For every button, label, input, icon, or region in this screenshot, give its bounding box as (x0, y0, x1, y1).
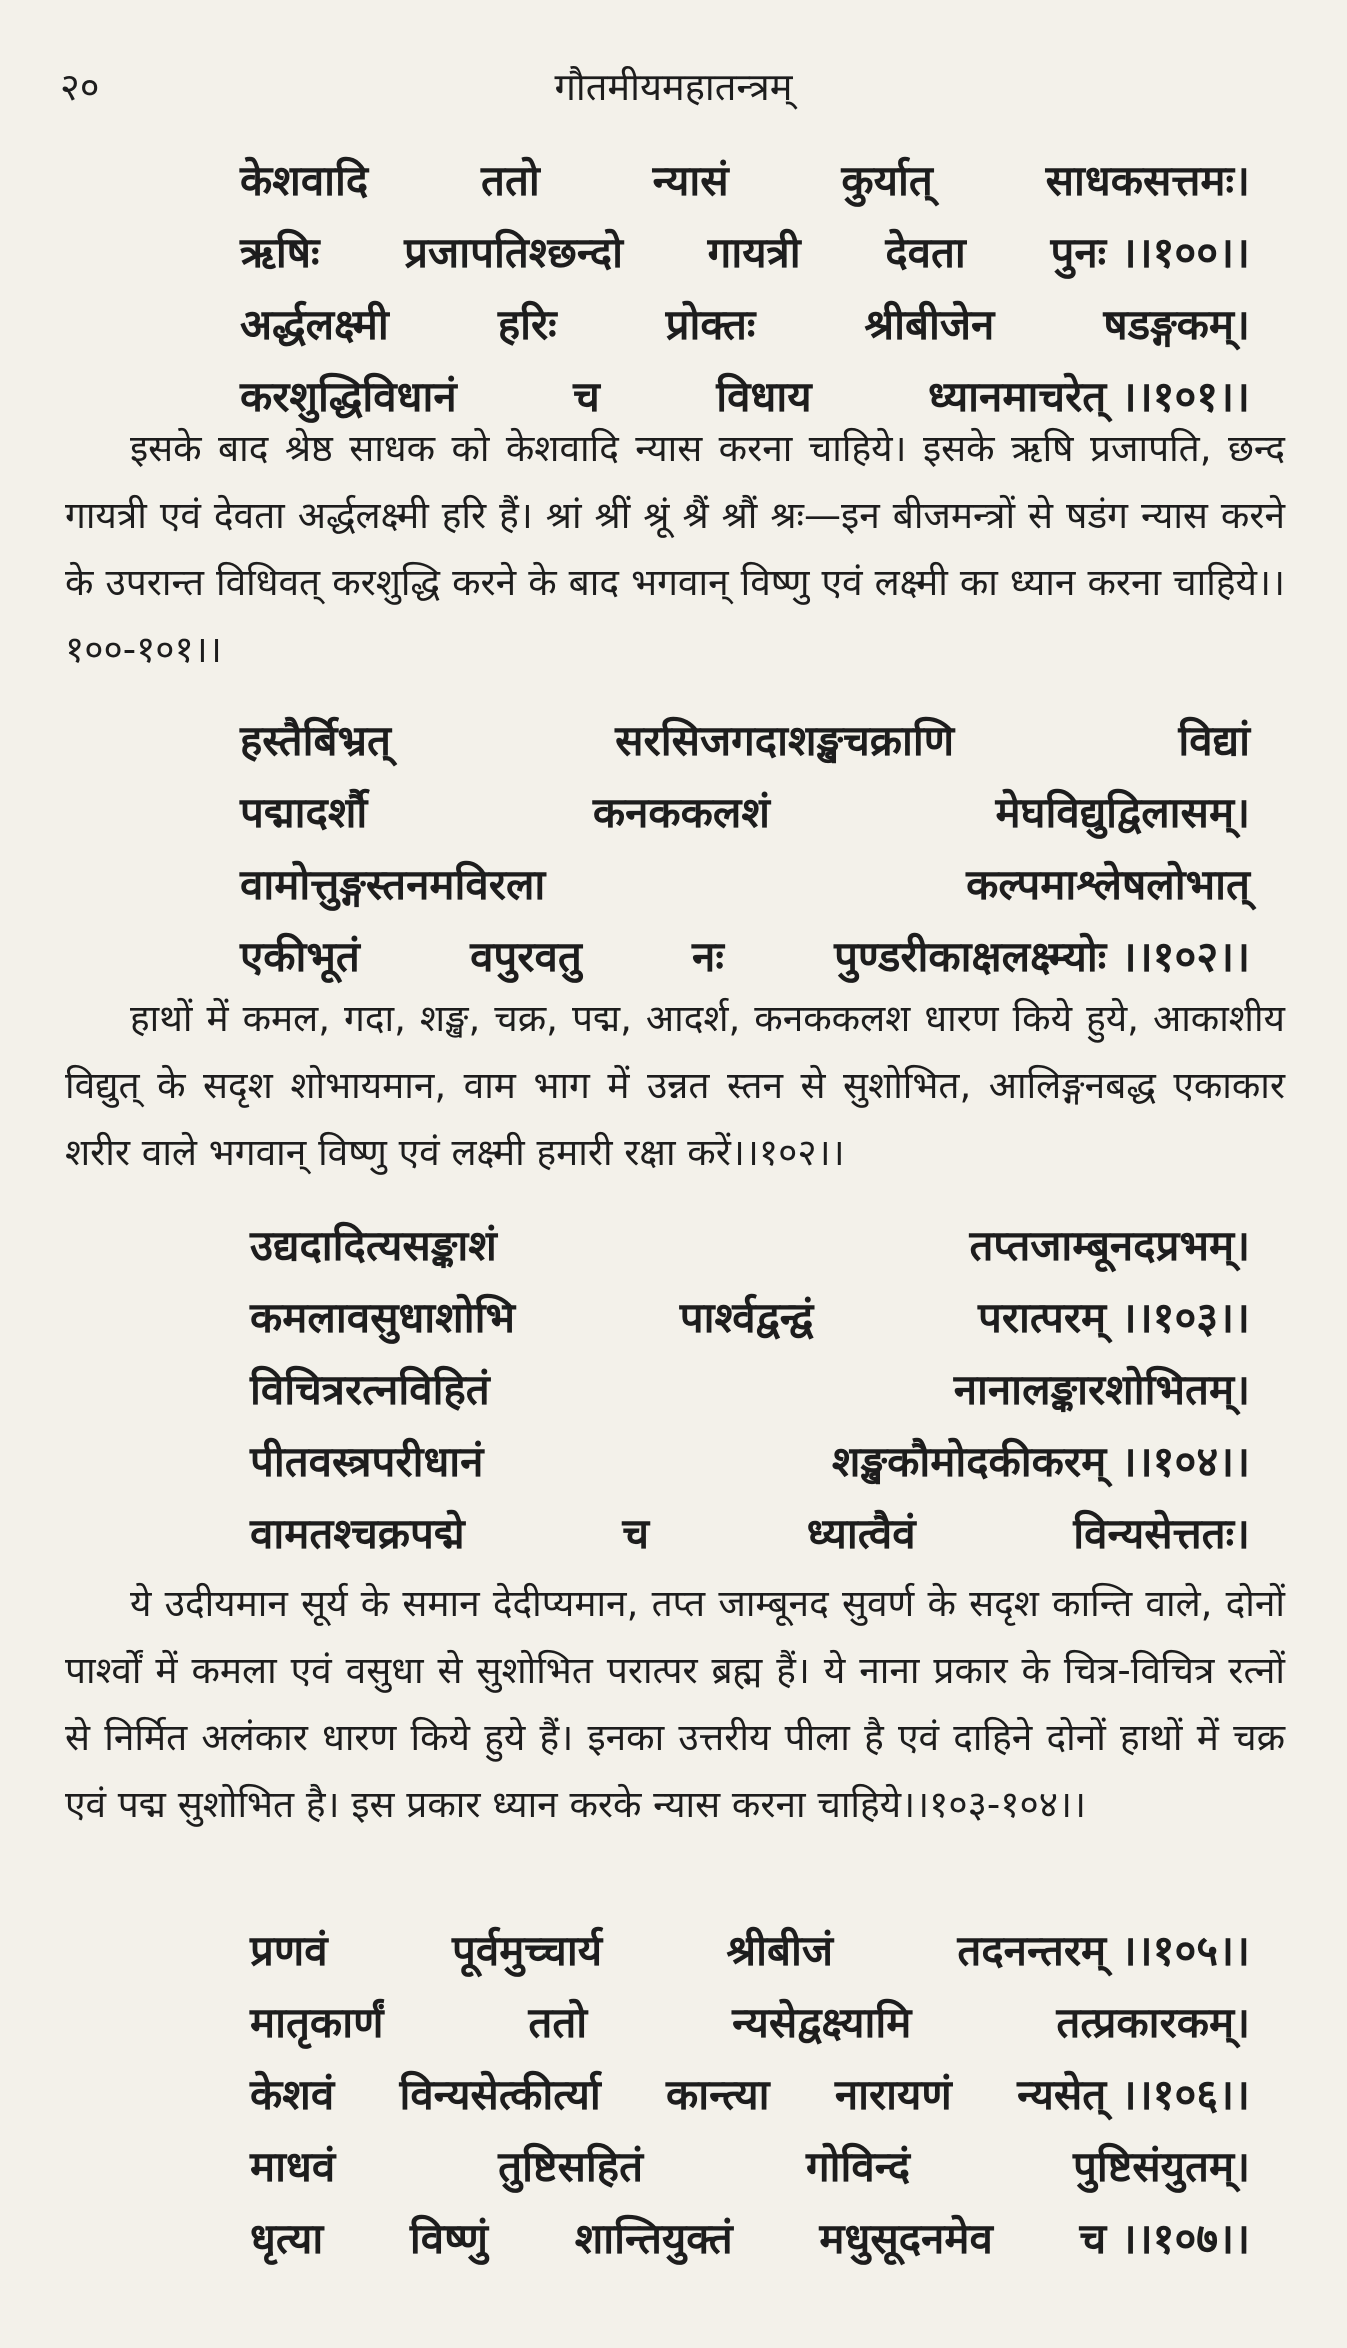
verse-word: षडङ्गकम्। (1103, 300, 1250, 349)
verse-word: पुनः ।।१००।। (1050, 228, 1250, 277)
verse-word: मातृकार्णं (250, 1998, 384, 2047)
verse-word: अर्द्धलक्ष्मी (240, 300, 389, 349)
translation-102: हाथों में कमल, गदा, शङ्ख, चक्र, पद्म, आदर्श, कनककलश धारण किये हुये, आकाशीय विद्युत् के सदृश शोभायमान, वाम भाग में उन्नत स्तन से सुशोभित, आलिङ्गनबद्ध एकाकार शरीर वाले भगवान् विष्णु एवं लक्ष्मी हमारी रक्षा करें।।१०२।। (65, 997, 1285, 1174)
verse-line (240, 849, 1250, 921)
verse-block-102 (240, 705, 1250, 993)
verse-word: तप्तजाम्बूनदप्रभम्। (969, 1221, 1250, 1270)
verse-word: हस्तैर्बिभ्रत् (240, 716, 391, 765)
verse-word: उद्यदादित्यसङ्काशं (250, 1221, 497, 1270)
verse-word: च (573, 372, 600, 421)
verse-word: धृत्या (250, 2214, 324, 2263)
verse-word: गायत्री (707, 228, 801, 277)
verse-word: ध्यात्वैवं (806, 1509, 916, 1558)
verse-word: माधवं (250, 2142, 336, 2191)
verse-word: श्रीबीजं (726, 1926, 834, 1975)
verse-word: पूर्वमुच्चार्य (451, 1926, 603, 1975)
verse-word: विद्यां (1178, 716, 1250, 765)
verse-word: न्यासं (652, 156, 729, 205)
verse-line (250, 2059, 1250, 2131)
verse-word: ध्यानमाचरेत् ।।१०१।। (928, 372, 1250, 421)
verse-word: तुष्टिसहितं (498, 2142, 644, 2191)
verse-word: ततो (528, 1998, 588, 2047)
verse-word: परात्परम् ।।१०३।। (978, 1293, 1250, 1342)
verse-line (240, 777, 1250, 849)
verse-word: सरसिजगदाशङ्खचक्राणि (615, 716, 955, 765)
verse-word: नानालङ्कारशोभितम्। (953, 1365, 1250, 1414)
verse-word: पार्श्वद्वन्द्वं (679, 1293, 814, 1342)
verse-word: पुण्डरीकाक्षलक्ष्म्योः ।।१०२।। (834, 932, 1250, 981)
verse-word: ऋषिः (240, 228, 320, 277)
verse-word: विन्यसेत्कीर्त्या (399, 2070, 601, 2119)
verse-word: कमलावसुधाशोभि (250, 1293, 516, 1342)
verse-line (240, 289, 1250, 361)
verse-word: कुर्यात् (841, 156, 933, 205)
verse-line (240, 705, 1250, 777)
translation-103-104: ये उदीयमान सूर्य के समान देदीप्यमान, तप्त जाम्बूनद सुवर्ण के सदृश कान्ति वाले, दोनों पार्श्वों में कमला एवं वसुधा से सुशोभित परात्पर ब्रह्म हैं। ये नाना प्रकार के चित्र-विचित्र रत्नों से निर्मित अलंकार धारण किये हुये हैं। इनका उत्तरीय पीला है एवं दाहिने दोनों हाथों में चक्र एवं पद्म सुशोभित है। इस प्रकार ध्यान करके न्यास करना चाहिये।।१०३-१०४।। (65, 1582, 1285, 1826)
verse-word: मधुसूदनमेव (819, 2214, 993, 2263)
verse-line (250, 2131, 1250, 2203)
verse-word: मेघविद्युद्विलासम्। (995, 788, 1250, 837)
verse-word: पुष्टिसंयुतम्। (1073, 2142, 1250, 2191)
verse-line (250, 1210, 1250, 1282)
verse-word: वपुरवतु (470, 932, 582, 981)
verse-line (250, 1987, 1250, 2059)
verse-word: च (622, 1509, 650, 1558)
verse-word: गोविन्दं (805, 2142, 911, 2191)
verse-line (250, 1354, 1250, 1426)
verse-word: कल्पमाश्लेषलोभात् (966, 860, 1250, 909)
verse-word: देवता (885, 228, 966, 277)
verse-line (240, 145, 1250, 217)
verse-word: तदनन्तरम् ।।१०५।। (957, 1926, 1250, 1975)
verse-line (240, 921, 1250, 993)
verse-line (250, 2203, 1250, 2275)
page-header (60, 60, 1287, 120)
verse-word: प्रोक्तः (665, 300, 756, 349)
verse-word: केशवं (250, 2070, 335, 2119)
verse-word: च ।।१०७।। (1079, 2214, 1250, 2263)
verse-word: कान्त्या (666, 2070, 770, 2119)
page-title: गौतमीयमहातन्त्रम् (554, 65, 793, 109)
verse-block-100-101 (240, 145, 1250, 433)
verse-word: साधकसत्तमः। (1045, 156, 1250, 205)
verse-word: प्रणवं (250, 1926, 328, 1975)
verse-word: कनककलशं (592, 788, 770, 837)
verse-word: नः (692, 932, 724, 981)
verse-word: विष्णुं (409, 2214, 489, 2263)
verse-line (250, 1498, 1250, 1570)
verse-line (250, 1915, 1250, 1987)
verse-word: पीतवस्त्रपरीधानं (250, 1437, 484, 1486)
verse-line (250, 1282, 1250, 1354)
verse-word: वामतश्चक्रपद्मे (250, 1509, 465, 1558)
verse-word: नारायणं (834, 2070, 952, 2119)
verse-block-103-104 (250, 1210, 1250, 1570)
verse-word: वामोत्तुङ्गस्तनमविरला (240, 860, 546, 909)
verse-word: हरिः (497, 300, 557, 349)
verse-word: तत्प्रकारकम्। (1056, 1998, 1250, 2047)
verse-line (250, 1426, 1250, 1498)
verse-word: न्यसेद्वक्ष्यामि (732, 1998, 912, 2047)
verse-block-105-107 (250, 1915, 1250, 2275)
verse-word: न्यसेत् ।।१०६।। (1017, 2070, 1250, 2119)
verse-word: श्रीबीजेन (864, 300, 995, 349)
verse-word: विचित्ररत्नविहितं (250, 1365, 490, 1414)
verse-word: विधाय (716, 372, 812, 421)
verse-word: शान्तियुक्तं (574, 2214, 733, 2263)
verse-word: विन्यसेत्ततः। (1073, 1509, 1250, 1558)
page-number: २० (60, 65, 100, 109)
verse-word: पद्मादर्शौ (240, 788, 368, 837)
verse-word: करशुद्धिविधानं (240, 372, 457, 421)
verse-word: शङ्खकौमोदकीकरम् ।।१०४।। (831, 1437, 1250, 1486)
verse-word: केशवादि (240, 156, 369, 205)
verse-word: एकीभूतं (240, 932, 360, 981)
translation-100-101: इसके बाद श्रेष्ठ साधक को केशवादि न्यास करना चाहिये। इसके ऋषि प्रजापति, छन्द गायत्री एवं देवता अर्द्धलक्ष्मी हरि हैं। श्रां श्रीं श्रूं श्रैं श्रौं श्रः—इन बीजमन्त्रों से षडंग न्यास करने के उपरान्त विधिवत् करशुद्धि करने के बाद भगवान् विष्णु एवं लक्ष्मी का ध्यान करना चाहिये।।१००-१०१।। (65, 427, 1285, 671)
verse-word: प्रजापतिश्छन्दो (404, 228, 623, 277)
verse-line (240, 217, 1250, 289)
verse-word: ततो (481, 156, 540, 205)
